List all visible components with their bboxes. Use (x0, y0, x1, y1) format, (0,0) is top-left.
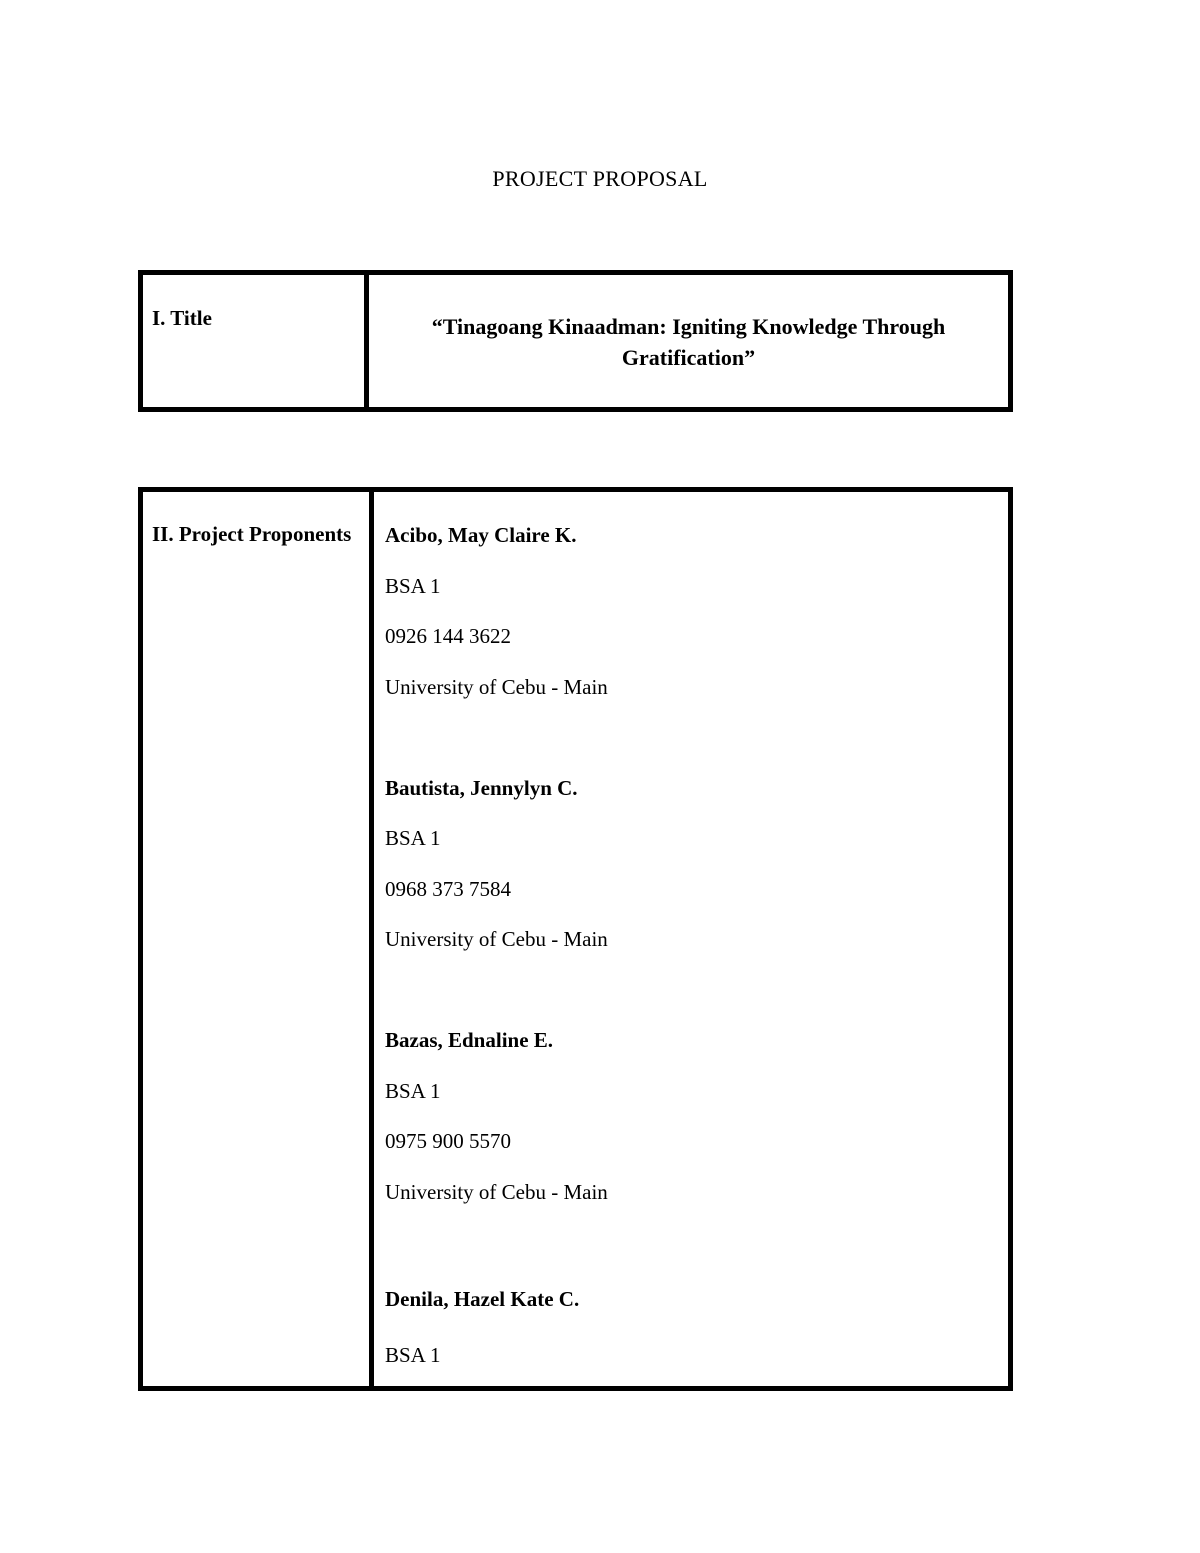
proponent-name: Bautista, Jennylyn C. (385, 775, 578, 800)
proponents-list (374, 492, 1008, 1386)
proponents-label: II. Project Proponents (143, 492, 374, 1386)
proponent-school: University of Cebu - Main (385, 1179, 608, 1204)
proponent-name: Acibo, May Claire K. (385, 523, 577, 547)
proponent-school: University of Cebu - Main (385, 927, 608, 951)
proponent-school: University of Cebu - Main (385, 674, 608, 699)
proponent-phone: 0975 900 5570 (385, 1129, 511, 1153)
proponent-spacer (385, 1227, 1008, 1278)
proponent-entry (385, 520, 1008, 722)
title-label: I. Title (143, 275, 369, 407)
proponent-program: BSA 1 (385, 826, 441, 850)
proponent-program: BSA 1 (385, 1078, 441, 1103)
proponents-table (138, 487, 1013, 1391)
proponent-phone: 0968 373 7584 (385, 876, 511, 901)
title-value: “Tinagoang Kinaadman: Igniting Knowledge Through Gratification” (431, 314, 946, 370)
proponent-program: BSA 1 (385, 573, 441, 598)
proponent-program: BSA 1 (385, 1342, 441, 1367)
title-table (138, 270, 1013, 412)
proponent-phone: 0926 144 3622 (385, 624, 511, 648)
document-heading: PROJECT PROPOSAL (492, 166, 708, 191)
proponent-entry (385, 1025, 1008, 1227)
proponent-name: Denila, Hazel Kate C. (385, 1286, 580, 1311)
proponent-entry (385, 1284, 1008, 1391)
proponent-spacer (385, 975, 1008, 1026)
proponent-entry (385, 773, 1008, 975)
proponent-name: Bazas, Ednaline E. (385, 1028, 554, 1052)
proponent-spacer (385, 722, 1008, 773)
